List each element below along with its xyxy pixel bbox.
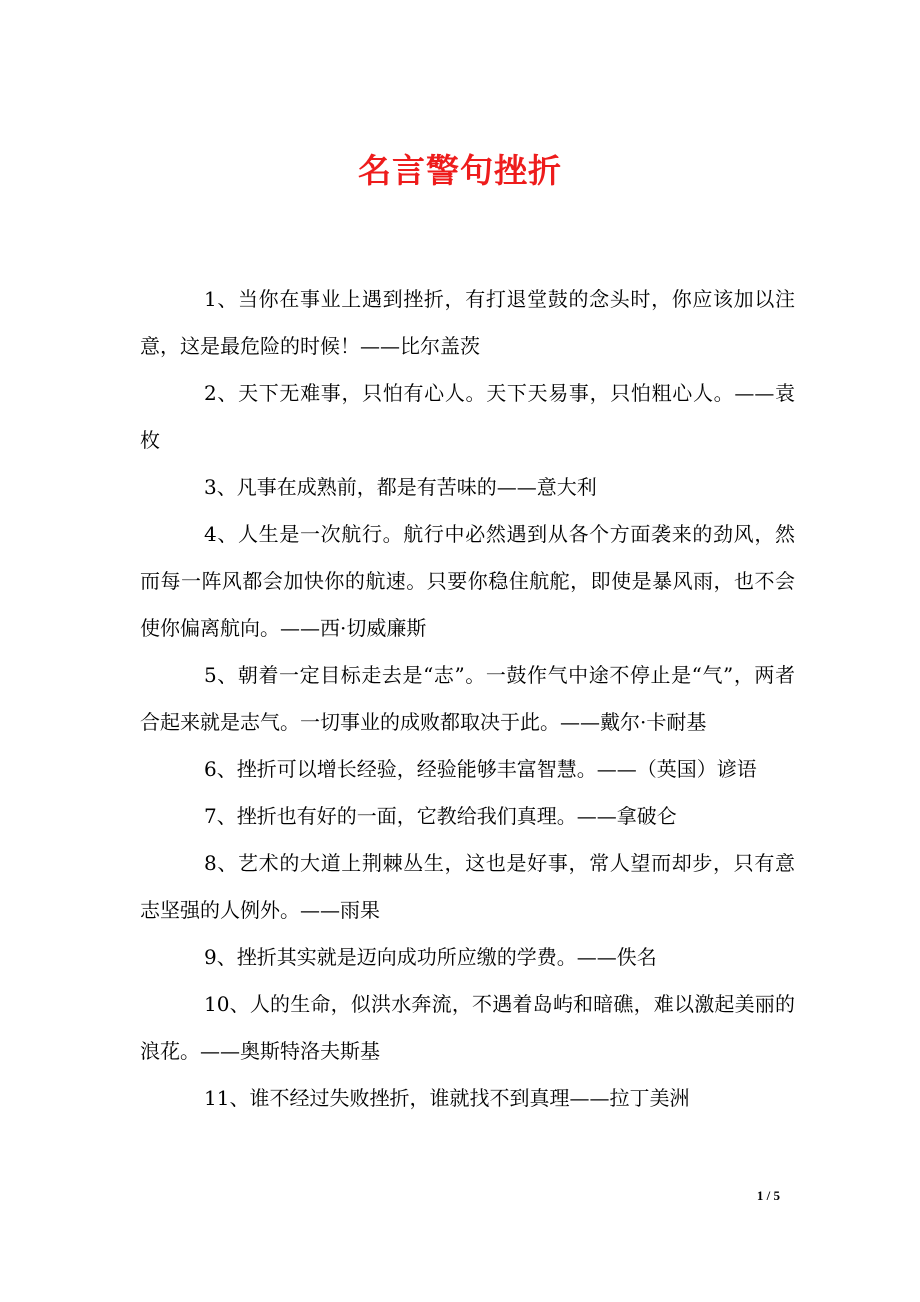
quote-item-10: 10、人的生命，似洪水奔流，不遇着岛屿和暗礁，难以激起美丽的浪花。——奥斯特洛夫斯基 (140, 992, 795, 1063)
quote-item-7: 7、挫折也有好的一面，它教给我们真理。——拿破仑 (204, 804, 677, 828)
quote-list (140, 276, 795, 1122)
page-title: 名言警句挫折 (358, 151, 562, 190)
quote-item-4: 4、人生是一次航行。航行中必然遇到从各个方面袭来的劲风，然而每一阵风都会加快你的航速。只要你稳住航舵，即使是暴风雨，也不会使你偏离航向。——西·切威廉斯 (140, 522, 795, 640)
quote-item-9: 9、挫折其实就是迈向成功所应缴的学费。——佚名 (204, 945, 657, 969)
page-number: 1 / 5 (756, 1188, 780, 1203)
quote-item-3: 3、凡事在成熟前，都是有苦味的——意大利 (204, 475, 597, 499)
quote-item-8: 8、艺术的大道上荆棘丛生，这也是好事，常人望而却步，只有意志坚强的人例外。——雨果 (140, 851, 795, 922)
quote-item-11: 11、谁不经过失败挫折，谁就找不到真理——拉丁美洲 (204, 1086, 690, 1110)
quote-item-6: 6、挫折可以增长经验，经验能够丰富智慧。——（英国）谚语 (204, 757, 757, 781)
quote-item-5: 5、朝着一定目标走去是“志”。一鼓作气中途不停止是“气”，两者合起来就是志气。一切事业的成败都取决于此。——戴尔·卡耐基 (140, 663, 795, 734)
quote-item-2: 2、天下无难事，只怕有心人。天下天易事，只怕粗心人。——袁枚 (140, 381, 795, 452)
quote-item-1: 1、当你在事业上遇到挫折，有打退堂鼓的念头时，你应该加以注意，这是最危险的时候！——比尔盖茨 (140, 287, 795, 358)
